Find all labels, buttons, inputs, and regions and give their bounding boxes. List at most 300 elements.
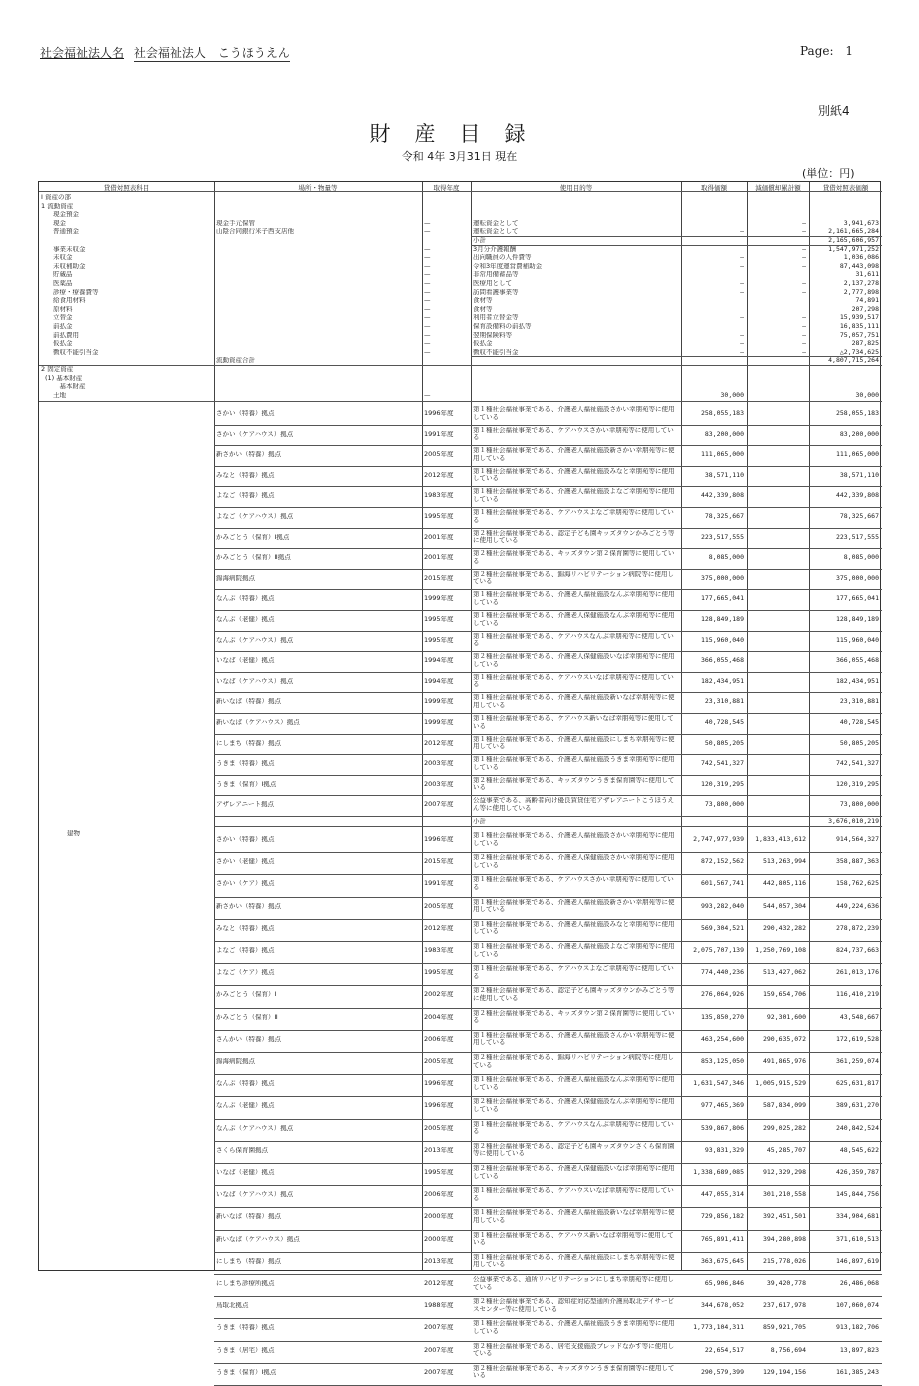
row-rule — [214, 1341, 882, 1342]
row-rule — [214, 1008, 882, 1009]
year-cell: — — [424, 297, 431, 305]
row-rule — [214, 445, 882, 446]
book-value-cell: 115,960,040 — [835, 636, 879, 644]
book-value-cell: 43,548,667 — [839, 1013, 879, 1021]
place-cell: 流動資産合計 — [216, 357, 255, 365]
depreciation-cell: — — [802, 262, 806, 270]
year-cell: 1996年度 — [424, 410, 454, 417]
place-cell: なんぶ（ケアハウス）拠点 — [216, 636, 294, 644]
purpose-cell: 第２種社会福祉事業である、錦海リハビリテーション病院等に使用している — [473, 1054, 674, 1069]
cost-cell: 30,000 — [720, 391, 744, 399]
place-cell: よなご（ケア）拠点 — [216, 969, 275, 977]
year-cell: 2012年度 — [424, 739, 454, 747]
place-cell: アザレアニート拠点 — [216, 801, 275, 809]
year-cell: — — [424, 254, 431, 262]
place-cell: にしまち（特養）拠点 — [216, 739, 281, 747]
book-value-cell: 158,762,625 — [835, 880, 879, 888]
row-rule — [214, 1230, 882, 1231]
book-value-cell: 177,665,041 — [835, 595, 879, 603]
column-divider — [422, 182, 423, 1270]
row-rule — [214, 795, 882, 796]
cost-cell: 363,675,645 — [700, 1257, 744, 1265]
place-cell: にしまち（特養）拠点 — [216, 1257, 281, 1265]
year-cell: 2005年度 — [424, 451, 454, 459]
row-rule — [214, 734, 882, 735]
place-cell: かみごとう（保育）Ⅱ — [216, 1013, 278, 1021]
book-value-cell: 914,564,327 — [835, 836, 879, 843]
purpose-cell: 第２種社会福祉事業である、認知症対応型通所介護鳥取北デイサービスセンター等に使用している — [473, 1298, 675, 1313]
year-cell: 1999年度 — [424, 719, 454, 726]
appendix-label: 別紙4 — [818, 104, 850, 118]
row-rule — [214, 548, 882, 549]
place-cell: 新いなば（ケアハウス）拠点 — [216, 719, 300, 726]
purpose-cell: 第１種社会福祉事業である、介護老人福祉施設新いなば幸朋苑等に使用している — [473, 1209, 675, 1224]
cost-cell: 8,085,000 — [708, 554, 744, 562]
year-cell: 1996年度 — [424, 1080, 454, 1088]
year-cell: 1994年度 — [424, 677, 454, 685]
purpose-cell: 第２種社会福祉事業である、介護老人保健施設さかい幸朋苑等に使用している — [473, 854, 675, 869]
cost-cell: 128,849,189 — [700, 616, 744, 623]
depreciation-cell: 442,805,116 — [762, 880, 806, 888]
place-cell: 新いなば（特養）拠点 — [216, 1213, 281, 1221]
book-value-cell: 366,055,468 — [835, 657, 879, 665]
cost-cell: — — [740, 288, 744, 296]
place-cell: よなご（特養）拠点 — [216, 947, 275, 954]
subject-cell: 現金預金 — [53, 211, 79, 219]
place-cell: なんぶ（ケアハウス）拠点 — [216, 1124, 294, 1132]
year-cell: 2012年度 — [424, 1280, 454, 1287]
purpose-cell: 第１種社会福祉事業である、介護老人福祉施設さんかい幸朋苑等に使用している — [473, 1031, 675, 1047]
cost-cell: 276,064,926 — [700, 991, 744, 999]
purpose-cell: 第１種社会福祉事業である、介護老人福祉施設よなご幸朋苑等に使用している — [473, 488, 675, 503]
book-value-cell: 375,000,000 — [835, 574, 879, 582]
book-value-cell: 258,055,183 — [835, 410, 879, 417]
depreciation-cell: 301,210,558 — [762, 1191, 806, 1199]
year-cell: 2000年度 — [424, 1235, 454, 1243]
book-value-cell: 182,434,951 — [835, 677, 879, 685]
purpose-cell: 保育設備料の前払等 — [473, 323, 532, 330]
purpose-cell: 第１種社会福祉事業である、介護老人福祉施設さかい幸朋苑等に使用している — [473, 406, 675, 421]
book-value-cell: 426,359,787 — [835, 1169, 879, 1176]
cost-cell: 569,304,521 — [700, 924, 744, 932]
row-rule — [214, 1296, 882, 1297]
subject-cell: 仮払金 — [53, 340, 73, 348]
place-cell: 新いなば（ケアハウス）拠点 — [216, 1235, 300, 1243]
place-cell: 新さかい（特養）拠点 — [216, 451, 281, 459]
year-cell: 1995年度 — [424, 636, 454, 644]
purpose-cell: 運転資金として — [473, 219, 519, 227]
depreciation-cell: 45,285,707 — [766, 1146, 806, 1154]
column-divider — [747, 182, 748, 1270]
depreciation-cell: — — [802, 340, 806, 348]
purpose-cell: 第２種社会福祉事業である、認定子ども園キッズタウンかみごとう等に使用している — [473, 529, 675, 545]
year-cell: 2005年度 — [424, 902, 454, 910]
depreciation-cell: 290,635,072 — [762, 1035, 806, 1043]
row-rule — [214, 897, 882, 898]
book-value-cell: 3,941,673 — [843, 219, 879, 227]
place-cell: うきま（特養）拠点 — [216, 1324, 275, 1332]
year-cell: 1988年度 — [424, 1302, 454, 1310]
subject-cell: 診療・療養費等 — [53, 288, 99, 296]
book-value-cell: 87,443,098 — [839, 262, 879, 270]
depreciation-cell: — — [802, 348, 806, 356]
header-rule — [39, 191, 882, 192]
purpose-cell: 第２種社会福祉事業である、キッズタウンうきま保育園等に使用している — [473, 776, 675, 792]
year-cell: — — [424, 228, 431, 236]
purpose-cell: 第１種社会福祉事業である、ケアハウス新いなば幸朋苑等に使用している — [473, 1231, 674, 1247]
row-rule — [214, 1207, 882, 1208]
depreciation-cell: — — [802, 219, 806, 227]
purpose-cell: 訪問看護事業等 — [473, 288, 519, 296]
purpose-cell: 第１種社会福祉事業である、介護老人保健施設なんぶ幸朋苑等に使用している — [473, 612, 675, 627]
purpose-cell: 第１種社会福祉事業である、ケアハウスなんぶ幸朋苑等に使用している — [473, 1120, 674, 1136]
purpose-cell: 第１種社会福祉事業である、ケアハウスよなご幸朋苑等に使用している — [473, 509, 674, 524]
row-rule — [214, 1052, 882, 1053]
subject-cell: 基本財産 — [53, 383, 86, 391]
depreciation-cell: — — [802, 288, 806, 296]
book-value-cell: 48,545,622 — [839, 1146, 879, 1154]
place-cell: なんぶ（老健）拠点 — [216, 616, 275, 623]
place-cell: にしまち診療所拠点 — [216, 1280, 275, 1287]
cost-cell: 729,856,182 — [700, 1213, 744, 1221]
subject-cell: Ⅰ 資産の部 — [41, 194, 71, 201]
cost-cell: 177,665,041 — [700, 595, 744, 603]
book-value-cell: 8,085,000 — [843, 554, 879, 562]
subject-cell: 貯蔵品 — [53, 271, 73, 279]
book-value-cell: 16,835,111 — [839, 323, 879, 330]
subject-cell: 医薬品 — [53, 280, 73, 287]
page-number: 1 — [845, 44, 853, 58]
cost-cell: 23,310,881 — [704, 698, 744, 706]
book-value-cell: 111,065,000 — [835, 451, 879, 459]
row-rule — [214, 826, 882, 827]
cost-cell: 977,465,369 — [700, 1102, 744, 1110]
book-value-cell: 1,547,971,252 — [828, 245, 879, 253]
subject-cell: 事業未収金 — [53, 245, 86, 253]
row-rule — [214, 852, 882, 853]
row-rule — [214, 941, 882, 942]
year-cell: 2006年度 — [424, 1191, 454, 1199]
year-cell: 2001年度 — [424, 533, 454, 541]
subject-cell: (1) 基本財産 — [45, 374, 83, 382]
place-cell: 現金手元保管 — [216, 219, 255, 227]
purpose-cell: 第２種社会福祉事業である、居宅支援施設ブレッドなかす等に使用している — [473, 1342, 675, 1358]
place-cell: なんぶ（老健）拠点 — [216, 1102, 275, 1110]
book-value-cell: 2,137,278 — [843, 280, 879, 287]
book-value-cell: 50,805,205 — [839, 739, 879, 747]
cost-cell: 258,055,183 — [700, 410, 744, 417]
book-value-cell: 824,737,663 — [835, 947, 879, 954]
cost-cell: 115,960,040 — [700, 636, 744, 644]
column-header: 貸借対照表価額 — [822, 184, 869, 192]
year-cell: 2005年度 — [424, 1124, 454, 1132]
place-cell: みなと（特養）拠点 — [216, 471, 275, 479]
column-header: 取得年度 — [433, 184, 460, 192]
purpose-cell: 第１種社会福祉事業である、ケアハウスさかい幸朋苑等に使用している — [473, 876, 674, 891]
book-value-cell: 74,891 — [855, 297, 879, 305]
row-rule — [214, 1274, 882, 1275]
column-header: 使用目的等 — [559, 184, 593, 192]
row-rule — [214, 754, 882, 755]
row-rule — [214, 1096, 882, 1097]
book-value-cell: 389,631,270 — [835, 1102, 879, 1110]
depreciation-cell: 159,654,706 — [762, 991, 806, 999]
place-cell: なんぶ（特養）拠点 — [216, 1080, 275, 1088]
year-cell: 2007年度 — [424, 1368, 454, 1376]
purpose-cell: 公益事業である、高齢者向け優良賃貸住宅アザレアニートこうほうえん等に使用している — [473, 797, 675, 812]
year-cell: 2003年度 — [424, 780, 454, 788]
book-value-cell: 73,800,000 — [839, 801, 879, 809]
purpose-cell: 第１種社会福祉事業である、介護老人福祉施設なんぶ幸朋苑等に使用している — [473, 1076, 675, 1091]
place-cell: かみごとう（保育）Ⅰ拠点 — [216, 533, 290, 541]
purpose-cell: 第１種社会福祉事業である、介護老人福祉施設新さかい幸朋苑等に使用している — [473, 898, 675, 914]
depreciation-cell: 290,432,282 — [762, 924, 806, 932]
book-value-cell: 207,298 — [851, 305, 879, 313]
purpose-cell: 第１種社会福祉事業である、ケアハウスよなご幸朋苑等に使用している — [473, 965, 674, 980]
year-cell: 2005年度 — [424, 1058, 454, 1065]
year-cell: 1995年度 — [424, 969, 454, 977]
purpose-cell: 第２種社会福祉事業である、認定子ども園キッズタウンかみごとう等に使用している — [473, 987, 675, 1002]
cost-cell: 22,654,517 — [704, 1346, 744, 1354]
year-cell: — — [424, 391, 431, 399]
row-rule — [214, 1119, 882, 1120]
cost-cell: 993,282,040 — [700, 902, 744, 910]
book-value-cell: 223,517,555 — [835, 533, 879, 541]
row-rule — [214, 466, 882, 467]
purpose-cell: 令和3年度運営費補助金 — [473, 262, 543, 270]
place-cell: さかい（ケア）拠点 — [216, 880, 275, 888]
year-cell: 1991年度 — [424, 430, 454, 438]
cost-cell: 1,773,104,311 — [693, 1324, 744, 1332]
depreciation-cell: — — [802, 254, 806, 262]
cost-cell: 366,055,468 — [700, 657, 744, 665]
purpose-cell: 第２種社会福祉事業である、キッズタウンうきま保育園等に使用している — [473, 1364, 675, 1380]
cost-cell: — — [740, 314, 744, 322]
book-value-cell: 78,325,667 — [839, 513, 879, 520]
cost-cell: 135,850,270 — [700, 1013, 744, 1021]
year-cell: — — [424, 314, 431, 322]
row-rule — [214, 963, 882, 964]
book-value-cell: 107,060,074 — [835, 1302, 879, 1310]
depreciation-cell: 394,280,898 — [762, 1235, 806, 1243]
depreciation-cell: — — [802, 323, 806, 330]
row-rule — [214, 610, 882, 611]
cost-cell: 73,800,000 — [704, 801, 744, 809]
book-value-cell: 38,571,110 — [839, 471, 879, 479]
purpose-cell: 第２種社会福祉事業である、キッズタウン第２保育園等に使用している — [473, 1009, 675, 1025]
column-divider — [809, 182, 810, 1270]
year-cell: 2007年度 — [424, 801, 454, 809]
book-value-cell: 742,541,327 — [835, 760, 879, 768]
purpose-cell: 第１種社会福祉事業である、介護老人福祉施設うきま幸朋苑等に使用している — [473, 756, 675, 771]
book-value-cell: 128,849,189 — [835, 616, 879, 623]
purpose-cell: 小計 — [473, 818, 486, 825]
purpose-cell: 運転資金として — [473, 228, 519, 236]
cost-cell: 872,152,562 — [700, 858, 744, 866]
book-value-cell: 625,631,817 — [835, 1080, 879, 1088]
purpose-cell: 第２種社会福祉事業である、認定子ども園キッズタウンさくら保育園等に使用している — [473, 1142, 675, 1158]
row-rule — [214, 425, 882, 426]
row-rule — [214, 1363, 882, 1364]
book-value-cell: 172,619,528 — [835, 1035, 879, 1043]
row-rule — [214, 1252, 882, 1253]
book-value-cell: 449,224,636 — [835, 902, 879, 910]
subject-cell: 原材料 — [53, 305, 73, 313]
book-value-cell: 442,339,808 — [835, 492, 879, 500]
row-rule — [214, 589, 882, 590]
depreciation-cell: — — [802, 331, 806, 339]
purpose-cell: 第１種社会福祉事業である、介護老人福祉施設みなと幸朋苑等に使用している — [473, 467, 675, 483]
year-cell: 2013年度 — [424, 1146, 454, 1154]
place-cell: いなば（ケアハウス）拠点 — [216, 677, 294, 685]
year-cell: 1995年度 — [424, 616, 454, 623]
depreciation-cell: 587,834,099 — [762, 1102, 806, 1110]
cost-cell: 120,319,295 — [700, 780, 744, 788]
purpose-cell: 第１種社会福祉事業である、介護老人福祉施設にしまち幸朋苑等に使用している — [473, 1253, 675, 1269]
cost-cell: 2,075,707,139 — [693, 947, 744, 954]
cost-cell: — — [740, 254, 744, 262]
purpose-cell: 第１種社会福祉事業である、ケアハウスなんぶ幸朋苑等に使用している — [473, 632, 674, 648]
purpose-cell: 公益事業である、通所リハビリテーションにしまち幸朋苑等に使用している — [473, 1276, 674, 1291]
year-cell: 2003年度 — [424, 760, 454, 768]
column-header: 取得価額 — [701, 184, 727, 192]
place-cell: うきま（居宅）拠点 — [216, 1346, 275, 1354]
place-cell: よなご（ケアハウス）拠点 — [216, 513, 294, 520]
cost-cell: 463,254,600 — [700, 1035, 744, 1043]
book-value-cell: 334,904,681 — [835, 1213, 879, 1221]
place-cell: 錦海病院拠点 — [216, 574, 255, 582]
book-value-cell: 26,486,068 — [839, 1280, 879, 1287]
depreciation-cell: 513,263,994 — [762, 858, 806, 866]
year-cell: — — [424, 288, 431, 296]
year-cell: 2015年度 — [424, 574, 454, 582]
cost-cell: 742,541,327 — [700, 760, 744, 768]
depreciation-cell: — — [802, 314, 806, 322]
row-rule — [214, 816, 882, 817]
year-cell: 2012年度 — [424, 471, 454, 479]
year-cell: 1995年度 — [424, 1169, 454, 1176]
year-cell: 1991年度 — [424, 880, 454, 888]
cost-cell: 83,200,000 — [704, 430, 744, 438]
cost-cell: 40,728,545 — [704, 719, 744, 726]
book-value-cell: 361,259,074 — [835, 1058, 879, 1065]
place-cell: 新さかい（特養）拠点 — [216, 902, 281, 910]
cost-cell: — — [740, 262, 744, 270]
year-cell: 2000年度 — [424, 1213, 454, 1221]
depreciation-cell: — — [802, 228, 806, 236]
cost-cell: 78,325,667 — [704, 513, 744, 520]
purpose-cell: 第１種社会福祉事業である、介護老人福祉施設なんぶ幸朋苑等に使用している — [473, 591, 675, 606]
cost-cell: — — [740, 280, 744, 287]
book-value-cell: 371,610,513 — [835, 1235, 879, 1243]
book-value-cell: 15,939,517 — [839, 314, 879, 322]
place-cell: いなば（ケアハウス）拠点 — [216, 1191, 294, 1199]
column-header: 貸借対照表科目 — [103, 184, 150, 192]
purpose-cell: 第１種社会福祉事業である、介護老人福祉施設新いなば幸朋苑等に使用している — [473, 694, 675, 709]
depreciation-cell: 912,329,298 — [762, 1169, 806, 1176]
cost-cell: 853,125,050 — [700, 1058, 744, 1065]
book-value-cell: 2,165,606,957 — [828, 237, 879, 244]
book-value-cell: 120,319,295 — [835, 780, 879, 788]
place-cell: さかい（老健）拠点 — [216, 858, 275, 866]
depreciation-cell: 237,617,978 — [762, 1302, 806, 1310]
purpose-cell: 非常用備蓄品等 — [473, 271, 519, 279]
row-rule — [214, 672, 882, 673]
subject-cell: 建物 — [67, 830, 80, 837]
page-label: Page: — [800, 44, 834, 58]
as-of-date: 令和 4年 3月31日 現在 — [401, 150, 518, 163]
row-rule — [214, 631, 882, 632]
depreciation-cell: 8,756,694 — [770, 1346, 806, 1354]
cost-cell: 50,805,205 — [704, 739, 744, 747]
book-value-cell: 240,842,524 — [835, 1124, 879, 1132]
purpose-cell: 小計 — [473, 237, 486, 244]
page-title: 財産目録 — [369, 122, 550, 146]
book-value-cell: 278,872,239 — [835, 924, 879, 932]
purpose-cell: 第１種社会福祉事業である、ケアハウスいなば幸朋苑等に使用している — [473, 673, 674, 689]
year-cell: 2004年度 — [424, 1013, 454, 1021]
book-value-cell: 23,310,881 — [839, 698, 879, 706]
row-rule — [214, 1163, 882, 1164]
row-rule — [214, 775, 882, 776]
book-value-cell: 31,611 — [855, 271, 879, 279]
year-cell: — — [424, 331, 431, 339]
place-cell: いなば（老健）拠点 — [216, 657, 275, 665]
year-cell: 1996年度 — [424, 1102, 454, 1110]
row-rule — [214, 1074, 882, 1075]
column-header: 場所・物量等 — [298, 184, 338, 192]
place-cell: よなご（特養）拠点 — [216, 492, 275, 500]
book-value-cell: 30,000 — [855, 391, 879, 399]
cost-cell: 1,631,547,346 — [693, 1080, 744, 1088]
row-rule — [214, 985, 882, 986]
cost-cell: 2,747,977,939 — [693, 836, 744, 843]
year-cell: — — [424, 305, 431, 313]
year-cell: 2007年度 — [424, 1346, 454, 1354]
year-cell: — — [424, 262, 431, 270]
row-rule — [214, 651, 882, 652]
place-cell: さかい（特養）拠点 — [216, 410, 275, 417]
cost-cell: 344,678,052 — [700, 1302, 744, 1310]
cost-cell: 774,440,236 — [700, 969, 744, 977]
book-value-cell: 1,036,086 — [843, 254, 879, 262]
subject-cell: 前払費用 — [53, 331, 79, 339]
subject-cell: 未収補助金 — [53, 262, 86, 270]
cost-cell: 442,339,808 — [700, 492, 744, 500]
column-divider — [681, 182, 682, 1270]
place-cell: さくら保育園拠点 — [216, 1146, 268, 1154]
year-cell: 1995年度 — [424, 513, 454, 520]
cost-cell: 375,000,000 — [700, 574, 744, 582]
year-cell: — — [424, 323, 431, 330]
year-cell: 2013年度 — [424, 1257, 454, 1265]
book-value-cell: 913,182,706 — [835, 1324, 879, 1332]
cost-cell: — — [740, 331, 744, 339]
purpose-cell: 第２種社会福祉事業である、介護老人保健施設なんぶ幸朋苑等に使用している — [473, 1098, 675, 1113]
depreciation-cell: 1,833,413,612 — [755, 836, 806, 843]
row-rule — [214, 1318, 882, 1319]
book-value-cell: 161,385,243 — [835, 1368, 879, 1376]
book-value-cell: 4,807,715,264 — [828, 357, 879, 365]
depreciation-cell: 1,250,769,108 — [755, 947, 806, 954]
cost-cell: 765,891,411 — [700, 1235, 744, 1243]
book-value-cell: 261,013,176 — [835, 969, 879, 977]
corporation-header — [40, 44, 290, 62]
row-rule — [214, 713, 882, 714]
page-indicator — [800, 44, 853, 58]
subject-cell: 現金 — [53, 219, 66, 227]
book-value-cell: 40,728,545 — [839, 719, 879, 726]
